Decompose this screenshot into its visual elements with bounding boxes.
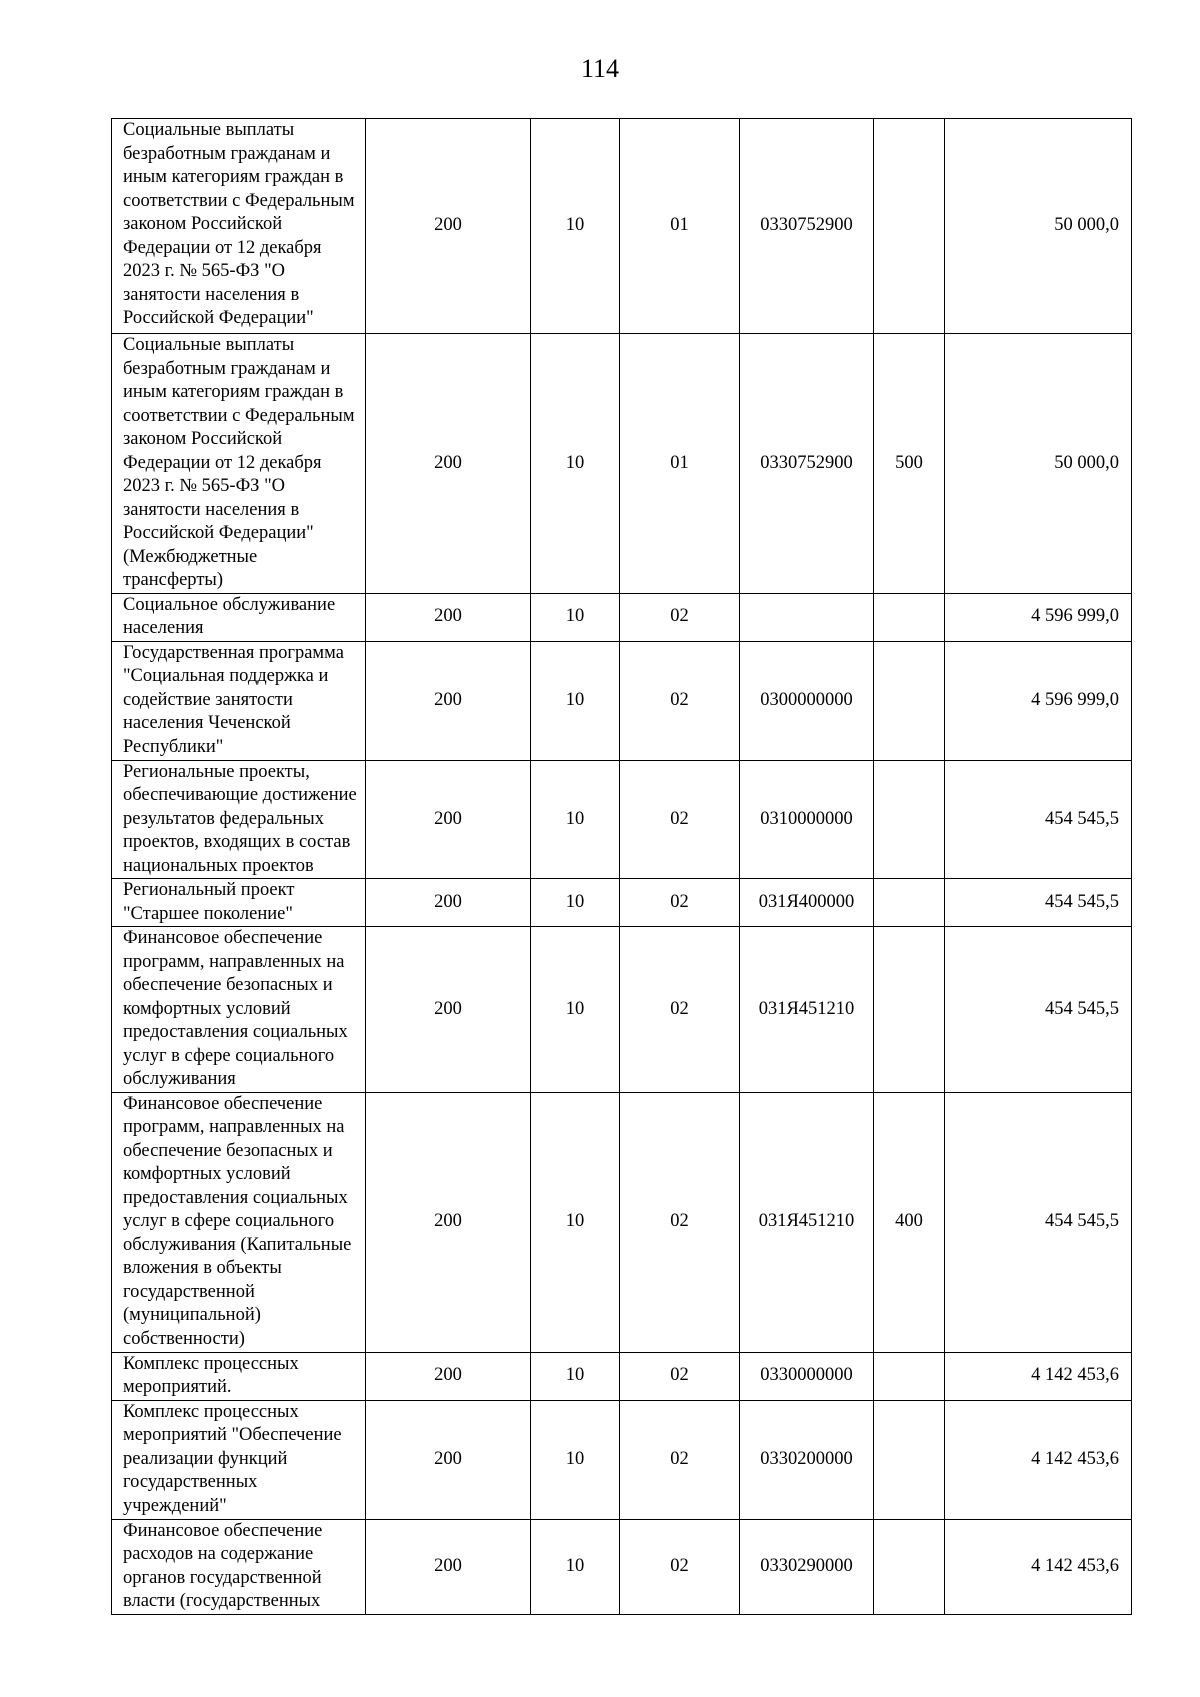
row-subsection-code: 02 bbox=[620, 927, 740, 1093]
row-amount: 50 000,0 bbox=[945, 334, 1132, 594]
row-amount: 454 545,5 bbox=[945, 879, 1132, 927]
row-grbs-code: 200 bbox=[366, 879, 531, 927]
row-amount: 454 545,5 bbox=[945, 1092, 1132, 1352]
table-row bbox=[112, 1519, 1132, 1614]
row-name: Социальное обслуживание населения bbox=[112, 593, 366, 641]
row-subsection-code: 02 bbox=[620, 1352, 740, 1400]
budget-table bbox=[111, 118, 1132, 1615]
row-target-article-code: 0330752900 bbox=[740, 119, 874, 334]
row-grbs-code: 200 bbox=[366, 334, 531, 594]
row-expense-type-code bbox=[874, 879, 945, 927]
row-subsection-code: 01 bbox=[620, 119, 740, 334]
row-section-code: 10 bbox=[531, 641, 620, 760]
row-grbs-code: 200 bbox=[366, 1400, 531, 1519]
row-grbs-code: 200 bbox=[366, 1092, 531, 1352]
row-grbs-code: 200 bbox=[366, 119, 531, 334]
row-target-article-code: 0330000000 bbox=[740, 1352, 874, 1400]
row-grbs-code: 200 bbox=[366, 641, 531, 760]
row-name: Социальные выплаты безработным гражданам и иным категориям граждан в соответствии с Федеральным законом Российской Федерации от 12 декабря 2023 г. № 565-ФЗ "О занятости населения в Российской Федерации" (Межбюджетные трансферты) bbox=[112, 334, 366, 594]
row-section-code: 10 bbox=[531, 760, 620, 879]
row-target-article-code bbox=[740, 593, 874, 641]
row-expense-type-code bbox=[874, 1400, 945, 1519]
row-name: Финансовое обеспечение программ, направленных на обеспечение безопасных и комфортных условий предоставления социальных услуг в сфере социального обслуживания bbox=[112, 927, 366, 1093]
row-amount: 454 545,5 bbox=[945, 760, 1132, 879]
row-expense-type-code bbox=[874, 1352, 945, 1400]
row-expense-type-code bbox=[874, 593, 945, 641]
page-number: 114 bbox=[580, 54, 620, 83]
row-name: Региональные проекты, обеспечивающие достижение результатов федеральных проектов, входящих в состав национальных проектов bbox=[112, 760, 366, 879]
row-grbs-code: 200 bbox=[366, 1519, 531, 1614]
row-subsection-code: 01 bbox=[620, 334, 740, 594]
row-amount: 4 142 453,6 bbox=[945, 1519, 1132, 1614]
row-target-article-code: 031Я451210 bbox=[740, 927, 874, 1093]
table-row bbox=[112, 119, 1132, 334]
row-expense-type-code bbox=[874, 927, 945, 1093]
row-section-code: 10 bbox=[531, 1092, 620, 1352]
row-name: Социальные выплаты безработным гражданам и иным категориям граждан в соответствии с Федеральным законом Российской Федерации от 12 декабря 2023 г. № 565-ФЗ "О занятости населения в Российской Федерации" bbox=[112, 119, 366, 334]
row-section-code: 10 bbox=[531, 927, 620, 1093]
row-grbs-code: 200 bbox=[366, 593, 531, 641]
table-row bbox=[112, 1400, 1132, 1519]
row-target-article-code: 0310000000 bbox=[740, 760, 874, 879]
row-name: Комплекс процессных мероприятий "Обеспечение реализации функций государственных учреждений" bbox=[112, 1400, 366, 1519]
table-row bbox=[112, 593, 1132, 641]
row-amount: 50 000,0 bbox=[945, 119, 1132, 334]
row-expense-type-code bbox=[874, 119, 945, 334]
row-target-article-code: 0330752900 bbox=[740, 334, 874, 594]
row-grbs-code: 200 bbox=[366, 1352, 531, 1400]
table-row bbox=[112, 641, 1132, 760]
row-section-code: 10 bbox=[531, 334, 620, 594]
row-name: Финансовое обеспечение программ, направленных на обеспечение безопасных и комфортных условий предоставления социальных услуг в сфере социального обслуживания (Капитальные вложения в объекты государственной (муниципальной) собственности) bbox=[112, 1092, 366, 1352]
row-section-code: 10 bbox=[531, 1519, 620, 1614]
row-amount: 4 142 453,6 bbox=[945, 1400, 1132, 1519]
row-subsection-code: 02 bbox=[620, 1519, 740, 1614]
row-expense-type-code bbox=[874, 760, 945, 879]
table-row bbox=[112, 879, 1132, 927]
row-amount: 454 545,5 bbox=[945, 927, 1132, 1093]
row-grbs-code: 200 bbox=[366, 927, 531, 1093]
row-name: Региональный проект "Старшее поколение" bbox=[112, 879, 366, 927]
row-amount: 4 596 999,0 bbox=[945, 641, 1132, 760]
row-expense-type-code bbox=[874, 1519, 945, 1614]
row-subsection-code: 02 bbox=[620, 879, 740, 927]
row-subsection-code: 02 bbox=[620, 593, 740, 641]
row-expense-type-code: 500 bbox=[874, 334, 945, 594]
row-section-code: 10 bbox=[531, 1400, 620, 1519]
row-amount: 4 596 999,0 bbox=[945, 593, 1132, 641]
row-subsection-code: 02 bbox=[620, 1092, 740, 1352]
row-expense-type-code: 400 bbox=[874, 1092, 945, 1352]
table-row bbox=[112, 927, 1132, 1093]
row-name: Государственная программа "Социальная поддержка и содействие занятости населения Чеченской Республики" bbox=[112, 641, 366, 760]
row-subsection-code: 02 bbox=[620, 641, 740, 760]
row-amount: 4 142 453,6 bbox=[945, 1352, 1132, 1400]
row-target-article-code: 031Я451210 bbox=[740, 1092, 874, 1352]
row-target-article-code: 0300000000 bbox=[740, 641, 874, 760]
row-expense-type-code bbox=[874, 641, 945, 760]
table-row bbox=[112, 1352, 1132, 1400]
table-row bbox=[112, 760, 1132, 879]
row-target-article-code: 0330290000 bbox=[740, 1519, 874, 1614]
row-subsection-code: 02 bbox=[620, 1400, 740, 1519]
row-name: Комплекс процессных мероприятий. bbox=[112, 1352, 366, 1400]
row-section-code: 10 bbox=[531, 119, 620, 334]
row-section-code: 10 bbox=[531, 593, 620, 641]
row-section-code: 10 bbox=[531, 1352, 620, 1400]
table-row bbox=[112, 334, 1132, 594]
row-name: Финансовое обеспечение расходов на содержание органов государственной власти (государственных bbox=[112, 1519, 366, 1614]
row-subsection-code: 02 bbox=[620, 760, 740, 879]
row-grbs-code: 200 bbox=[366, 760, 531, 879]
table-row bbox=[112, 1092, 1132, 1352]
row-target-article-code: 031Я400000 bbox=[740, 879, 874, 927]
row-section-code: 10 bbox=[531, 879, 620, 927]
row-target-article-code: 0330200000 bbox=[740, 1400, 874, 1519]
